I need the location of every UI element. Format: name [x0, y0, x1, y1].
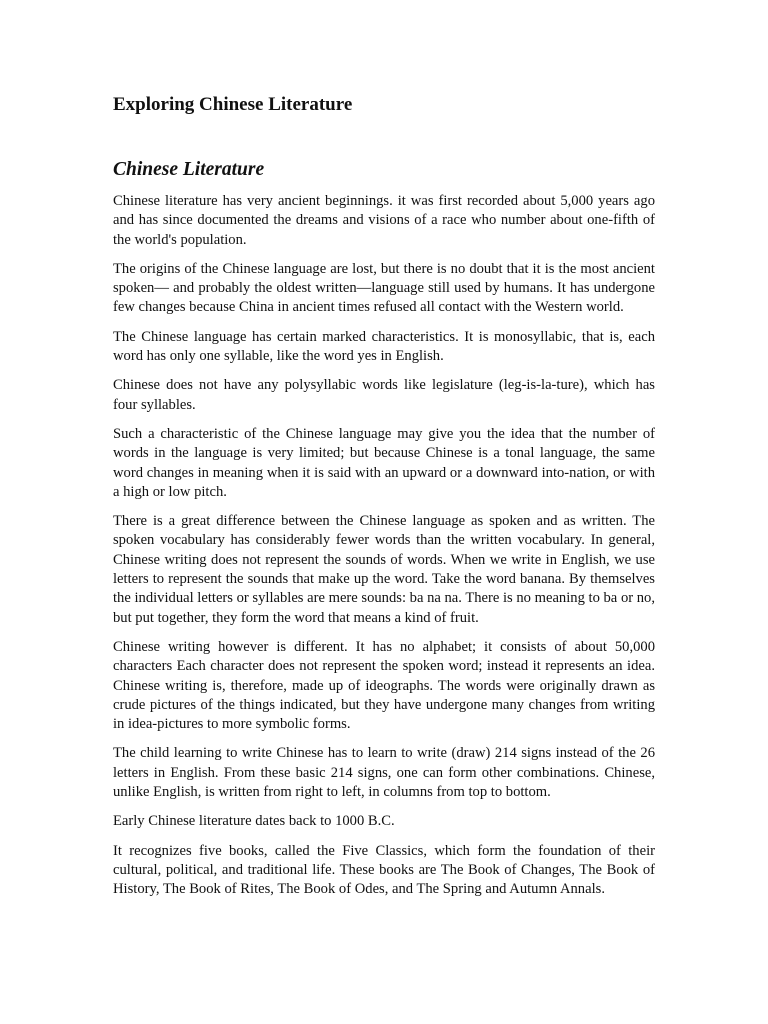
paragraph: It recognizes five books, called the Five Classics, which form the foundation of their cultural, political, and traditional life. These books are The Book of Changes, The Book of History, The Book of Rites, The Book of Odes, and The Spring and Autumn Annals. [113, 842, 655, 898]
paragraph: The origins of the Chinese language are lost, but there is no doubt that it is the most ancient spoken— and probably the oldest written—language still used by humans. It has undergone few changes because China in ancient times refused all contact with the Western world. [113, 260, 655, 316]
paragraph: Chinese does not have any polysyllabic words like legislature (leg-is-la-ture), which has four syllables. [113, 377, 655, 413]
document-page [113, 92, 655, 910]
paragraph: Chinese literature has very ancient beginnings. it was first recorded about 5,000 years ago and has since documented the dreams and visions of a race who number about one-fifth of the world's population. [113, 193, 655, 248]
document-title: Exploring Chinese Literature [113, 94, 353, 115]
section-title: Chinese Literature [113, 159, 265, 180]
body-text [113, 192, 655, 900]
paragraph: Chinese writing however is different. It has no alphabet; it consists of about 50,000 characters Each character does not represent the spoken word; instead it represents an idea. Chinese writing is, therefore, made up of ideographs. The words were originally drawn as crude pictures of the things indicated, but they have undergone many changes from writing in idea-pictures to more symbolic forms. [113, 638, 655, 733]
paragraph: Early Chinese literature dates back to 1000 B.C. [113, 813, 395, 830]
paragraph: There is a great difference between the Chinese language as spoken and as written. The spoken vocabulary has considerably fewer words than the written vocabulary. In general, Chinese writing does not represent the sounds of words. When we write in English, we use letters to represent the sounds that make up the word. Take the word banana. By themselves the individual letters or syllables are mere sounds: ba na na. There is no meaning to ba or no, but put together, they form the word that means a kind of fruit. [113, 513, 655, 626]
paragraph: The Chinese language has certain marked characteristics. It is monosyllabic, that is, each word has only one syllable, like the word yes in English. [113, 328, 655, 365]
paragraph: The child learning to write Chinese has to learn to write (draw) 214 signs instead of the 26 letters in English. From these basic 214 signs, one can form other combinations. Chinese, unlike English, is written from right to left, in columns from top to bottom. [113, 745, 655, 801]
paragraph: Such a characteristic of the Chinese language may give you the idea that the number of words in the language is very limited; but because Chinese is a tonal language, the same word changes in meaning when it is said with an upward or a downward into-nation, or with a high or low pitch. [113, 425, 655, 500]
